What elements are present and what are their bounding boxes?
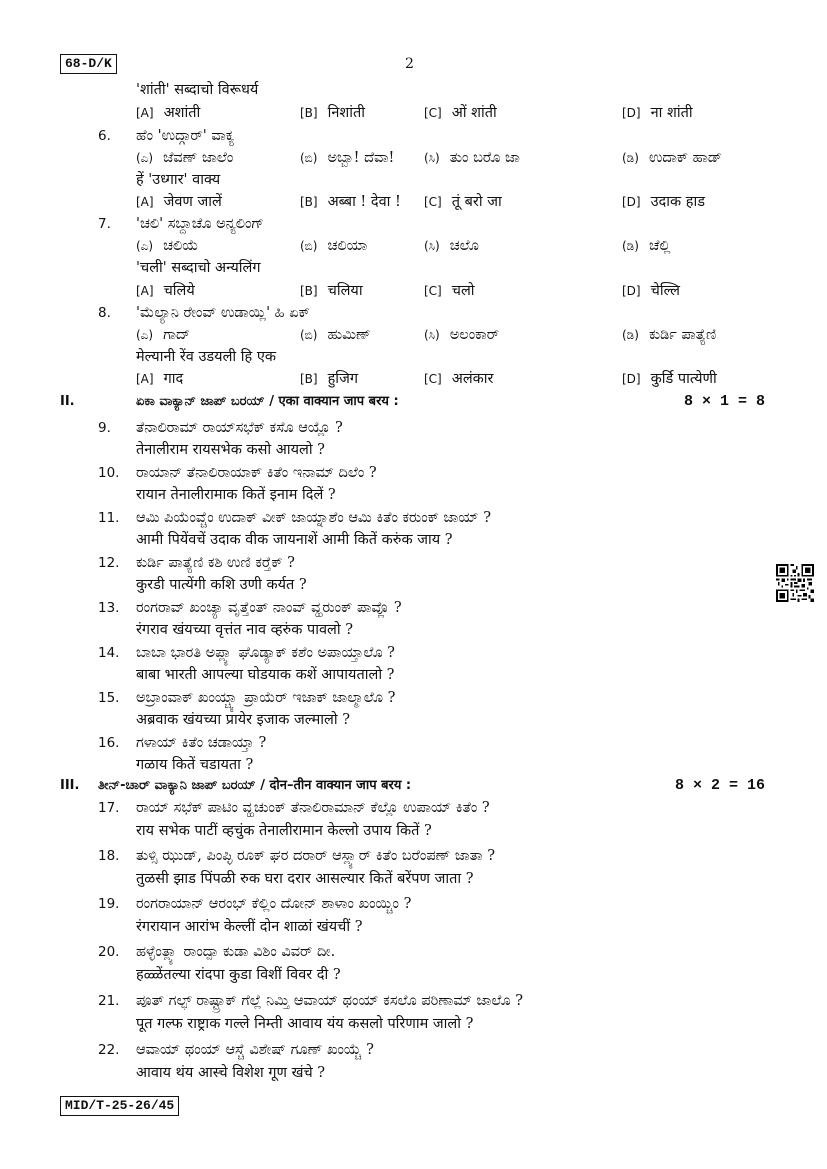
section-2-marks: 8 × 1 = 8 [683, 393, 765, 410]
q7-kopt-b: (ಬಿ) ಚಲಿಯಾ [300, 238, 368, 254]
q8-dopt-b: [B] हुजिग [300, 371, 358, 387]
q8-kopt-d: (ಡಿ) ಕುರ್ಡಿ ಪಾತ್ಯೆಣಿ [622, 327, 717, 343]
q5-opt-d: [D] ना शांती [622, 105, 693, 121]
question-devanagari: आवाय थंय आस्चे विशेश गूण खंचे ? [136, 1065, 326, 1081]
q7-kopt-a: (ಎ) ಚಲಿಯೆ [136, 238, 199, 254]
qr-code-icon [776, 564, 814, 602]
q6-devanagari: हें 'उध्गार' वाक्य [136, 172, 221, 188]
question-kannada: ರಾಯಾನ್ ತೆನಾಲಿರಾಯಾಕ್ ಕಿತೆಂ ಇನಾಮ್ ದಿಲೆಂ ? [136, 465, 377, 481]
q6-dopt-a: [A] जेवण जालें [136, 194, 222, 210]
q5-opt-c: [C] ओं शांती [424, 105, 497, 121]
question-devanagari: कुरडी पात्येंगी कशि उणी कर्यत ? [136, 577, 307, 593]
q6-dopt-d: [D] उदाक हाड [622, 194, 705, 210]
question-kannada: ರಂಗರಾವ್ ಖಂಚ್ಯಾ ವೃತ್ತೆಂತ್ ನಾಂವ್ ವ್ಹರುಂಕ್ ಪಾವ್ಲೊ ? [136, 600, 402, 616]
q6-kopt-d: (ಡಿ) ಉದಾಕ್ ಹಾಡ್ [622, 150, 722, 166]
question-number: 18. [98, 848, 120, 864]
question-number: 13. [98, 600, 120, 616]
question-kannada: ಕುರ್ಡಿ ಪಾತ್ಯೆಣಿ ಕಶಿ ಉಣಿ ಕರ್‍ತೆಕ್ ? [136, 555, 295, 571]
question-kannada: ತುಳ್ಸಿ ಝುಡ್, ಪಿಂಪ್ಳಿ ರೂಕ್ ಘರ ದರಾರ್ ಆಸ್ಲ್ಯಾರ್ ಕಿತೆಂ ಬರೆಂಪಣ್ ಜಾತಾ ? [136, 848, 495, 864]
question-kannada: ಪೂತ್ ಗಲ್ಫ್ ರಾಷ್ಟ್ರಾಕ್ ಗೆಲ್ಲೆ ನಿಮ್ತಿ ಆವಾಯ್ ಥಂಯ್ ಕಸಲೊ ಪರಿಣಾಮ್ ಜಾಲೊ ? [136, 993, 523, 1009]
question-kannada: ಆವಾಯ್ ಥಂಯ್ ಆಸ್ಚೆ ವಿಶೇಷ್ ಗೂಣ್ ಖಂಯ್ಚೆ ? [136, 1042, 374, 1058]
question-devanagari: राय सभेक पाटीं व्हचुंक तेनालीरामान केल्लो उपाय कितें ? [136, 823, 432, 839]
paper-code: 68-D/K [60, 54, 117, 74]
q7-devanagari: 'चली' सब्दाचो अन्यलिंग [136, 260, 261, 276]
question-number: 17. [98, 800, 120, 816]
q7-dopt-b: [B] चलिया [300, 283, 363, 299]
question-devanagari: अब्रवाक खंयच्या प्रायेर इजाक जल्मालो ? [136, 712, 351, 728]
question-number: 22. [98, 1042, 120, 1058]
q8-dopt-c: [C] अलंकार [424, 371, 494, 387]
question-devanagari: रायान तेनालीरामाक कितें इनाम दिलें ? [136, 487, 336, 503]
question-kannada: ಹಳ್ಳೆಂತ್ಲ್ಯಾ ರಾಂದ್ಪಾ ಕುಡಾ ವಿಶಿಂ ವಿವರ್ ದೀ. [136, 944, 336, 960]
q6-kopt-b: (ಬಿ) ಅಬ್ಬಾ! ದೆವಾ! [300, 150, 395, 166]
q7-kopt-d: (ಡಿ) ಚೆಲ್ಲಿ [622, 238, 671, 254]
question-devanagari: गळाय कितें चडायता ? [136, 757, 254, 773]
question-kannada: ಬಾಬಾ ಭಾರತಿ ಅಪ್ಲ್ಯಾ ಘೊಡ್ಯಾಕ್ ಕಶೆಂ ಅಪಾಯ್ತಾಲೊ ? [136, 645, 395, 661]
question-number: 15. [98, 690, 120, 706]
q8-number: 8. [98, 305, 111, 321]
question-kannada: ಆಮಿ ಪಿಯೆಂವ್ಚೆಂ ಉದಾಕ್ ವೀಕ್ ಜಾಯ್ನಾಶೆಂ ಆಮಿ ಕಿತೆಂ ಕರುಂಕ್ ಜಾಯ್ ? [136, 510, 492, 526]
question-kannada: ಅಬ್ರಾಂವಾಕ್ ಖಂಯ್ಚ್ಯಾ ಪ್ರಾಯೆರ್ ಇಜಾಕ್ ಜಾಲ್ಮಾಲೊ ? [136, 690, 396, 706]
q7-kopt-c: (ಸಿ) ಚಲೊ [424, 238, 479, 254]
section-2-title: ಏಕಾ ವಾಕ್ಯಾನ್ ಜಾಪ್ ಬರಯ್ / एका वाक्यान जाप बरय : [136, 394, 399, 409]
question-devanagari: पूत गल्फ राष्ट्राक गल्ले निम्ती आवाय यंय कसलो परिणाम जालो ? [136, 1016, 474, 1032]
question-devanagari: तुळसी झाड पिंपळी रुक घरा दरार आसल्यार कितें बरेंपण जाता ? [136, 871, 474, 887]
section-3-title: ತೀನ್-ಚಾರ್ ವಾಕ್ಯಾನಿ ಜಾಪ್ ಬರಯ್ / दोन–तीन वाक्यान जाप बरय : [98, 778, 412, 793]
question-number: 14. [98, 645, 120, 661]
q8-devanagari: मेल्यानी रेंव उडयली हि एक [136, 349, 277, 365]
q5-opt-b: [B] निशांती [300, 105, 366, 121]
q8-kopt-a: (ಎ) ಗಾದ್ [136, 327, 191, 343]
question-devanagari: रंगरायान आरांभ केल्लीं दोन शाळां खंयचीं ? [136, 919, 363, 935]
question-number: 19. [98, 896, 120, 912]
footer-code: MID/T-25-26/45 [60, 1096, 179, 1116]
q6-dopt-c: [C] तूं बरो जा [424, 194, 502, 210]
q8-dopt-a: [A] गाद [136, 371, 184, 387]
question-kannada: ರಾಯ್ ಸಭೆಕ್ ಪಾಟಿಂ ವ್ಹಚುಂಕ್ ತೆನಾಲಿರಾಮಾನ್ ಕೆಲ್ಲೊ ಉಪಾಯ್ ಕಿತೆಂ ? [136, 800, 490, 816]
question-kannada: ಗಳಾಯ್ ಕಿತೆಂ ಚಡಾಯ್ತಾ ? [136, 735, 267, 751]
question-devanagari: तेनालीराम रायसभेक कसो आयलो ? [136, 442, 325, 458]
q6-dopt-b: [B] अब्बा ! देवा ! [300, 194, 401, 210]
section-3-marks: 8 × 2 = 16 [674, 777, 765, 794]
question-devanagari: हळ्ळेंतल्या रांदपा कुडा विशीं विवर दी ? [136, 967, 341, 983]
q8-kopt-c: (ಸಿ) ಅಲಂಕಾರ್ [424, 327, 500, 343]
question-devanagari: आमी पियेंवचें उदाक वीक जायनाशें आमी कितें करुंक जाय ? [136, 532, 453, 548]
q6-kannada: ಹೆಂ 'ಉದ್ಗಾರ್' ವಾಕ್ಯ [136, 128, 235, 144]
question-number: 11. [98, 510, 120, 526]
question-devanagari: रंगराव खंयच्या वृत्तंत नाव व्हरुंक पावलो ? [136, 622, 353, 638]
q7-number: 7. [98, 216, 111, 232]
q8-kopt-b: (ಬಿ) ಹುಮಿಣ್ [300, 327, 371, 343]
q8-kannada: 'ಮೆಲ್ಯಾನಿ ರೇಂವ್ ಉಡಾಯ್ಲಿ' ಹಿ ಏಕ್ [136, 305, 310, 321]
q6-kopt-a: (ಎ) ಜೆವಣ್ ಜಾಲೆಂ [136, 150, 234, 166]
question-number: 9. [98, 420, 111, 436]
question-number: 20. [98, 944, 120, 960]
q7-dopt-d: [D] चेल्लि [622, 283, 680, 299]
question-number: 12. [98, 555, 120, 571]
question-kannada: ರಂಗರಾಯಾನ್ ಆರಂಭ್ ಕೆಲ್ಲಿಂ ದೋನ್ ಶಾಳಾಂ ಖಂಯ್ಚಿಂ ? [136, 896, 412, 912]
q5-devanagari: 'शांती' सब्दाचो विरूधर्य [136, 82, 259, 98]
q7-dopt-a: [A] चलिये [136, 283, 195, 299]
q5-opt-a: [A] अशांती [136, 105, 201, 121]
question-number: 16. [98, 735, 120, 751]
q8-dopt-d: [D] कुर्डि पात्येणी [622, 371, 717, 387]
page-number: 2 [405, 56, 414, 72]
question-number: 21. [98, 993, 120, 1009]
q7-dopt-c: [C] चलो [424, 283, 475, 299]
q7-kannada: 'ಚಲಿ' ಸಬ್ದಾಚೊ ಅನ್ಯಲಿಂಗ್ [136, 216, 264, 232]
question-devanagari: बाबा भारती आपल्या घोडयाक कशें आपायतालो ? [136, 667, 395, 683]
section-3-roman: III. [60, 778, 80, 793]
question-number: 10. [98, 465, 120, 481]
q6-kopt-c: (ಸಿ) ತುಂ ಬರೊ ಜಾ [424, 150, 520, 166]
q6-number: 6. [98, 128, 111, 144]
section-2-roman: II. [60, 394, 75, 409]
question-kannada: ತೆನಾಲಿರಾಮ್ ರಾಯ್‌ಸಭೆಕ್ ಕಸೊ ಆಯ್ಲೊ ? [136, 420, 343, 436]
